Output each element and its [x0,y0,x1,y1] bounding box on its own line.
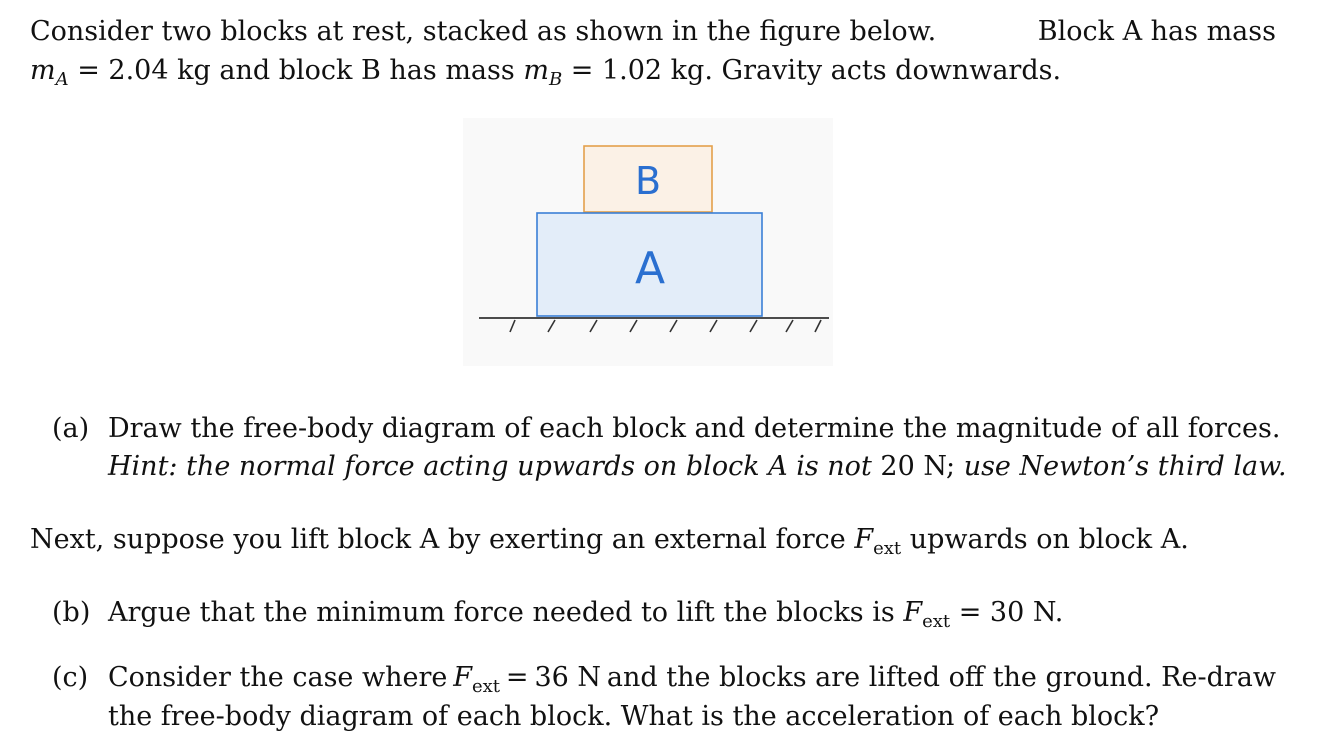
equals-sign: = [958,597,982,628]
mass-b-subscript: B [548,69,563,90]
mass-b-value: 1.02 kg. [601,55,713,86]
part-c-text-2: and the blocks are lifted off the ground. Re-draw [606,662,1276,693]
next-text-1: Next, suppose you lift block A by exerting an external force [30,524,846,555]
mass-a-symbol: m [30,55,56,86]
next-paragraph [30,523,1189,566]
force-symbol: F [854,524,874,555]
part-c-text-1: Consider the case where [108,662,448,693]
part-b-sentence: Argue that the minimum force needed to lift the blocks is [108,597,895,628]
intro-line-2 [30,54,1061,97]
part-b-text [108,596,1063,639]
equals-sign: = [505,662,529,693]
next-text-2: upwards on block A. [909,524,1189,555]
gravity-text: Gravity acts downwards. [721,55,1062,86]
part-a-hint [108,450,1287,484]
intro-line-1 [30,15,1276,49]
part-c-line-2: the free-body diagram of each block. What is the acceleration of each block? [108,701,1160,732]
intro-sentence-2: Block A has mass [1037,16,1276,47]
part-a-marker: (a) [52,413,90,444]
part-c-force [453,661,500,704]
equals-sign: = [77,55,100,86]
force-symbol: F [903,597,923,628]
hint-text-2: use Newton’s third law. [963,451,1287,482]
mass-a-subscript: A [55,69,69,90]
part-c-line-1 [108,661,1276,704]
force-subscript: ext [873,538,902,559]
hint-text-1: Hint: the normal force acting upwards on block A is not [108,451,872,482]
equals-sign: = [570,55,594,86]
force-symbol: F [453,662,472,693]
stacked-blocks-figure [463,118,833,370]
applied-force-value: 36 N [534,662,602,693]
block-b-label: B [634,159,662,203]
intro-sentence-1: Consider two blocks at rest, stacked as shown in the figure below. [30,16,937,47]
part-a-text: Draw the free-body diagram of each block and determine the magnitude of all forces. [108,413,1281,444]
part-b-marker: (b) [52,597,91,628]
hint-value: 20 N; [880,451,956,482]
part-c-marker: (c) [52,662,89,693]
block-a-label: A [634,243,666,294]
blocks-diagram [463,118,833,366]
min-force-value: 30 N. [989,597,1064,628]
force-subscript: ext [471,676,501,697]
mass-a-value: 2.04 kg [108,55,211,86]
mass-b-symbol: m [523,55,549,86]
intro-mid-text: and block B has mass [219,55,515,86]
force-subscript: ext [922,611,951,632]
